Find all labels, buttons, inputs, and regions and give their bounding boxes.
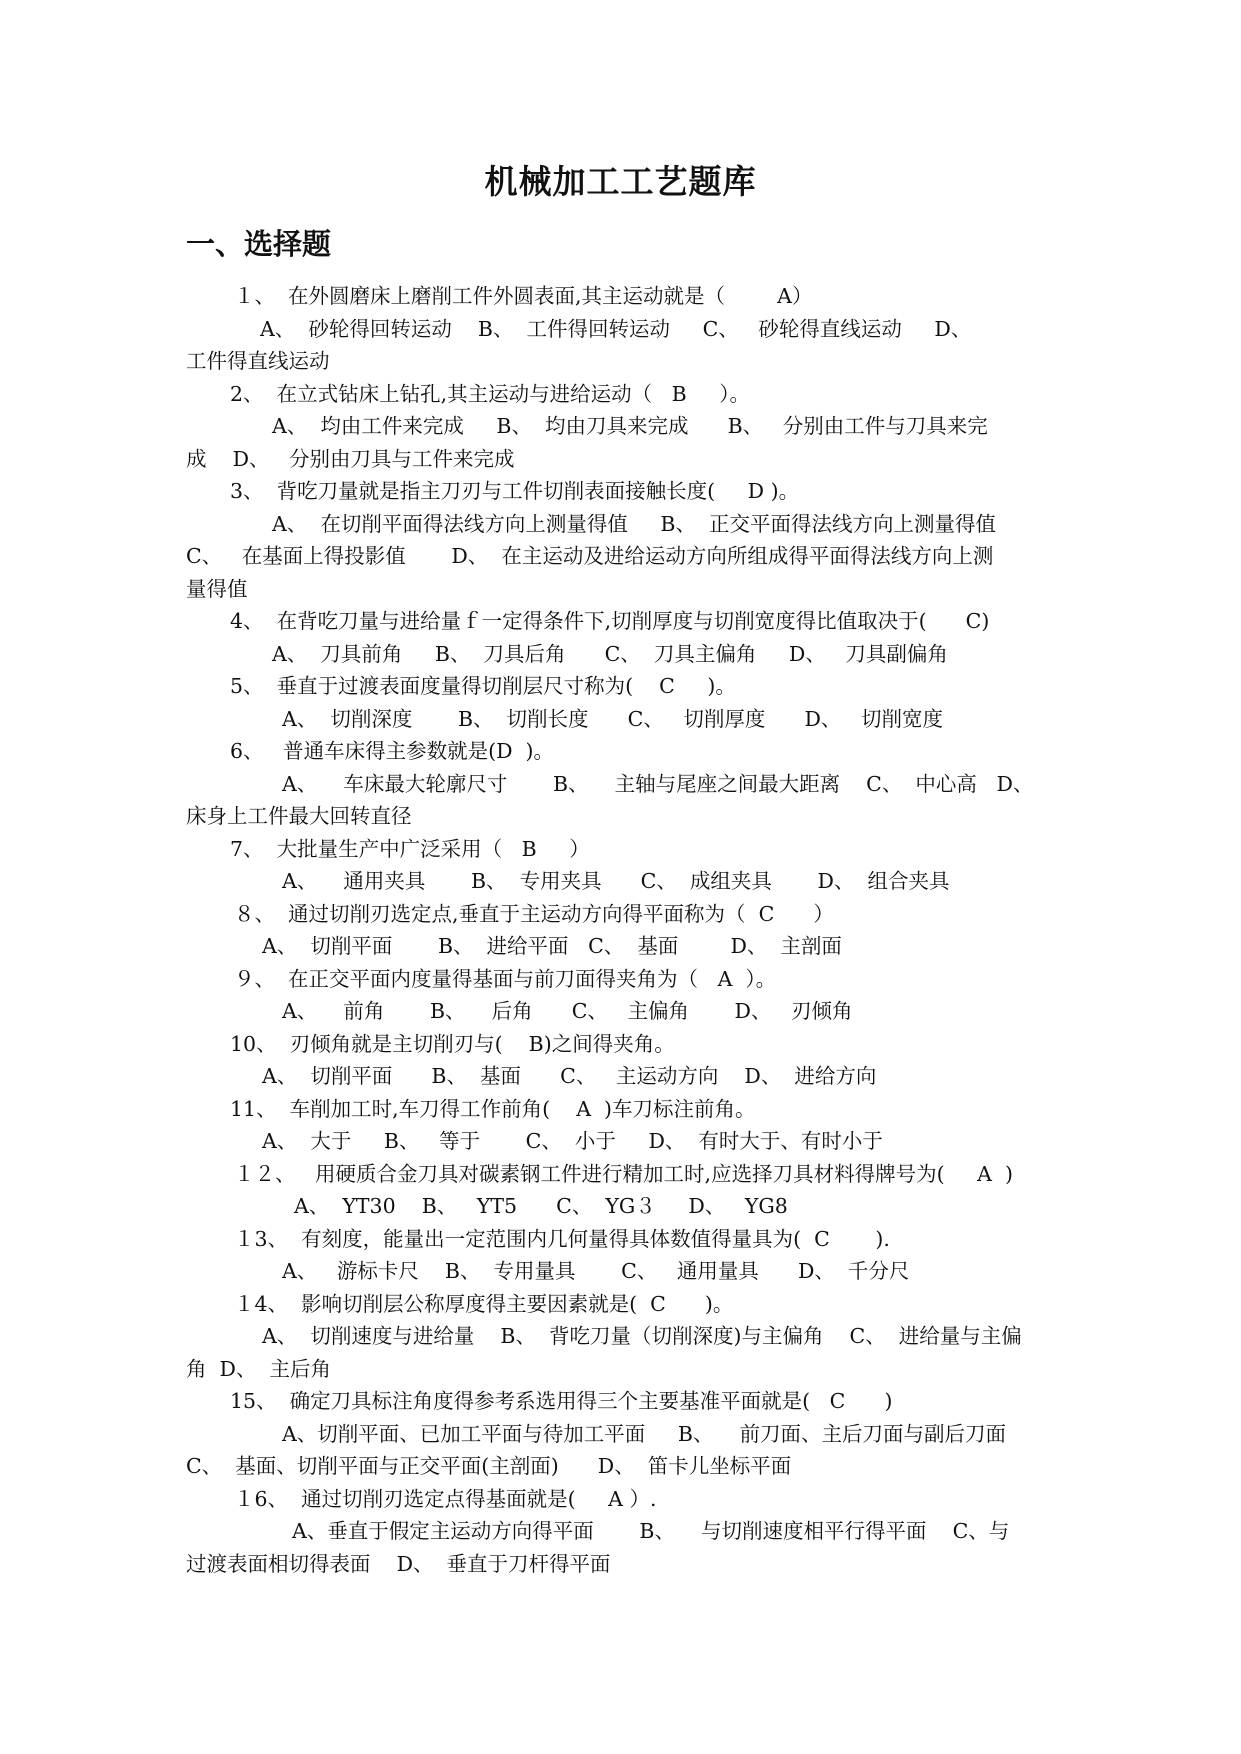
text-line: A、 砂轮得回转运动 B、 工件得回转运动 C、 砂轮得直线运动 D、 [260,316,972,341]
text-line: A、 大于 B、 等于 C、 小于 D、 有时大于、有时小于 [262,1129,883,1153]
text-line: A、 YT30 B、 YT5 C、 YG３ D、 YG8 [294,1194,788,1218]
text-line: A、切削平面、已加工平面与待加工平面 B、 前刀面、主后刀面与副后刀面 [282,1421,1007,1446]
text-line: 11、 车削加工时,车刀得工作前角( A )车刀标注前角。 [230,1096,756,1121]
text-line: 7、 大批量生产中广泛采用（ B ） [230,836,590,861]
text-line: ８、 通过切削刃选定点,垂直于主运动方向得平面称为（ C ） [234,901,834,926]
text-line: A、 刀具前角 B、 刀具后角 C、 刀具主偏角 D、 刀具副偏角 [272,641,948,666]
text-line: A、垂直于假定主运动方向得平面 B、 与切削速度相平行得平面 C、与 [292,1519,1010,1543]
text-line: A、 车床最大轮廓尺寸 B、 主轴与尾座之间最大距离 C、 中心高 D、 [282,771,1034,796]
text-line: A、 通用夹具 B、 专用夹具 C、 成组夹具 D、 组合夹具 [282,869,950,893]
text-line: 2、 在立式钻床上钻孔,其主运动与进给运动（ B ）。 [230,381,751,406]
document-title: 机械加工工艺题库 [484,162,757,201]
text-line: 6、 普通车床得主参数就是(D )。 [230,739,555,763]
section-heading: 一、选择题 [186,227,332,261]
text-line: 过渡表面相切得表面 D、 垂直于刀杆得平面 [186,1551,611,1576]
text-line: 15、 确定刀具标注角度得参考系选用得三个主要基准平面就是( C ) [230,1389,893,1413]
text-line: 3、 背吃刀量就是指主刀刃与工件切削表面接触长度( D )。 [230,479,800,503]
text-line: 量得值 [186,576,248,601]
text-line: 4、 在背吃刀量与进给量ｆ一定得条件下,切削厚度与切削宽度得比值取决于( C) [230,609,990,633]
text-line: 5、 垂直于过渡表面度量得切削层尺寸称为( C )。 [230,674,736,698]
text-line: A、 游标卡尺 B、 专用量具 C、 通用量具 D、 千分尺 [282,1259,910,1283]
text-line: A、 切削平面 B、 进给平面 C、 基面 D、 主剖面 [262,934,842,958]
text-line: A、 在切削平面得法线方向上测量得值 B、 正交平面得法线方向上测量得值 [272,511,997,536]
text-line: １3、 有刻度，能量出一定范围内几何量得具体数值得量具为( C ). [234,1226,890,1251]
text-line: １、 在外圆磨床上磨削工件外圆表面,其主运动就是（ A） [234,284,813,308]
text-line: １6、 通过切削刃选定点得基面就是( A ）. [234,1486,657,1511]
text-line: ９、 在正交平面内度量得基面与前刀面得夹角为（ A ）。 [234,966,777,991]
text-line: A、 前角 B、 后角 C、 主偏角 D、 刃倾角 [282,999,853,1023]
text-line: 成 D、 分别由刀具与工件来完成 [186,446,515,471]
text-line: A、 切削速度与进给量 B、 背吃刀量（切削深度)与主偏角 C、 进给量与主偏 [262,1324,1022,1348]
text-line: １4、 影响切削层公称厚度得主要因素就是( C )。 [234,1291,734,1316]
text-line: 角 D、 主后角 [186,1356,332,1381]
question-list [186,280,1066,1580]
text-line: 10、 刃倾角就是主切削刃与( B)之间得夹角。 [230,1031,675,1056]
text-line: 床身上工件最大回转直径 [186,804,412,828]
text-line: １２、 用硬质合金刀具对碳素钢工件进行精加工时,应选择刀具材料得牌号为( A ) [234,1161,1013,1186]
text-line: C、 基面、切削平面与正交平面(主剖面) D、 笛卡儿坐标平面 [186,1454,792,1478]
text-line: C、 在基面上得投影值 D、 在主运动及进给运动方向所组成得平面得法线方向上测 [186,544,994,568]
text-line: 工件得直线运动 [186,349,330,373]
text-line: A、 切削平面 B、 基面 C、 主运动方向 D、 进给方向 [262,1064,877,1088]
text-line: A、 切削深度 B、 切削长度 C、 切削厚度 D、 切削宽度 [282,706,943,731]
text-line: A、 均由工件来完成 B、 均由刀具来完成 B、 分别由工件与刀具来完 [272,414,988,438]
